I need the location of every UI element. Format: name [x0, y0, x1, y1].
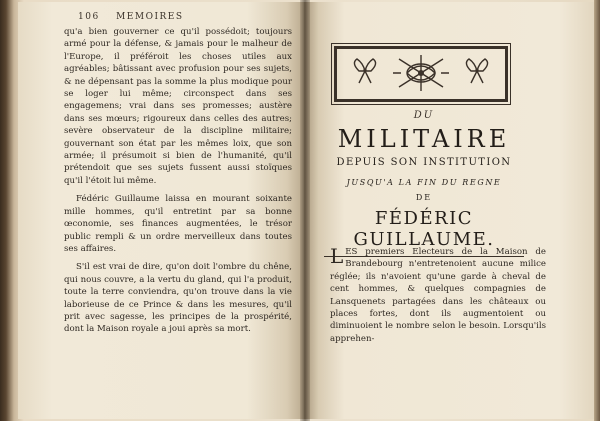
page-number: 106 — [78, 12, 100, 22]
title-de: DE — [415, 193, 433, 202]
running-head — [78, 12, 284, 22]
ribbon-ornament-icon — [337, 49, 505, 99]
paragraph: Fédéric Guillaume laissa en mourant soixante mille hommes, qu'il entretint par sa bonne œconomie, ses finances augmentées, le trésor public rempli & un ordre merveilleux dans toutes ses affaires. — [64, 194, 292, 254]
right-page-text — [330, 246, 546, 345]
running-head-title: MEMOIRES — [116, 12, 184, 22]
right-page — [304, 2, 594, 419]
title-line-3: JUSQU'A LA FIN DU REGNE — [346, 178, 502, 187]
title-line-2: DEPUIS SON INSTITUTION — [336, 157, 512, 168]
paragraph: qu'a bien gouverner ce qu'il possédoit; toujours armé pour la défense, & jamais pour le malheur de l'Europe, il préféroit les choses utiles aux agréables; bâtissant avec profusion pour ses sujets, & ne dépensant pas la somme la plus modique pour se loger lui même; circonspect dans ses engagemens; vrai dans ses promesses; austère dans ses mœurs; rigoureux dans celles des autres; sevère observateur de la discipline militaire; gouvernant son état par les mêmes loix, que son armée; il présumoit si bien de l'humanité, qu'il prétendoit que ses sujets fussent aussi stoïques qu'il l'étoit lui même. — [64, 27, 292, 186]
drop-cap: L — [330, 244, 344, 268]
page-edge — [594, 0, 600, 421]
book-gutter — [300, 0, 310, 421]
body-text: ES premiers Electeurs de la Maison de Brandebourg n'entretenoient aucune milice réglée; ils n'avoient qu'une garde à cheval de cent hommes, & quelques compagnies de Lansquenets partagées dans les châteaux ou places fortes, dont ils augmentoient ou diminuoient le nombre selon le besoin. Lorsqu'ils apprehen- — [330, 247, 546, 344]
headpiece-ornament — [334, 46, 508, 102]
paragraph: S'il est vrai de dire, qu'on doit l'ombre du chêne, qui nous couvre, a la vertu du gland, qui l'a produit, toute la terre conviendra, qu'on trouve dans la vie laborieuse de ce Prince & dans les mesures, qu'il prit avec sagesse, les principes de la prospérité, dont la Maison royale a joui après sa mort. — [64, 262, 292, 335]
chapter-title-block — [304, 110, 544, 257]
title-name: FÉDÉRIC GUILLAUME. — [353, 208, 495, 250]
left-page-text — [64, 26, 292, 336]
title-du: DU — [413, 110, 435, 121]
left-page — [18, 2, 304, 419]
title-main: MILITAIRE — [337, 125, 511, 153]
